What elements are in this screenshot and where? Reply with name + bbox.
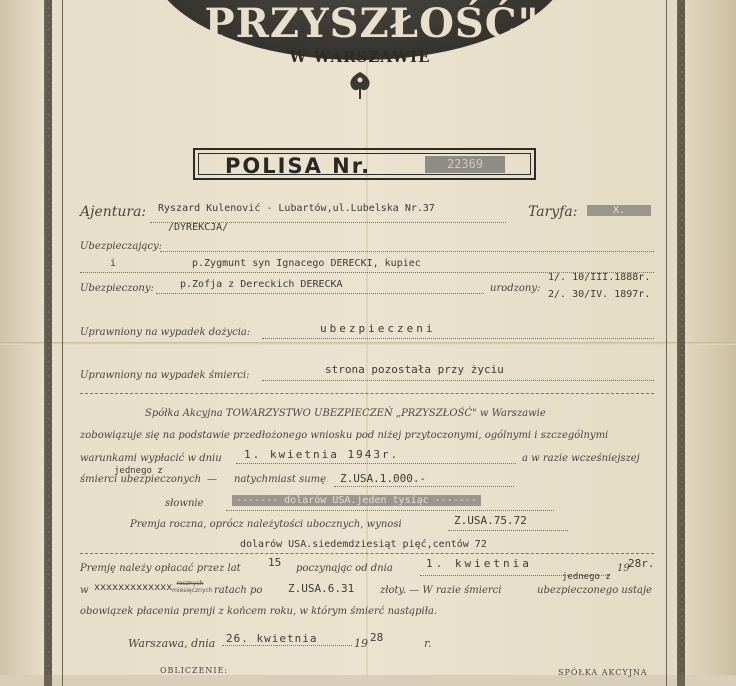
closing-text: obowiązek płacenia premji z końcem roku, w którym śmierć nastąpiła. xyxy=(80,606,438,617)
place-label: Warszawa, dnia xyxy=(128,637,216,650)
policy-number: 22369 xyxy=(425,156,505,173)
payout-date: 1. kwietnia 1943r. xyxy=(244,448,400,461)
company-signature-label: SPÓŁKA AKCYJNA xyxy=(558,668,648,677)
policy-title-box xyxy=(193,148,536,180)
overtype-1: jednego z xyxy=(114,466,163,476)
inst-label-a: w xyxy=(80,585,89,596)
overtype-2: jednego z xyxy=(562,572,611,582)
body-line-1: Spółka Akcyjna TOWARZYSTWO UBEZPIECZEŃ „PRZYSZŁOŚĆ" w Warszawie xyxy=(145,408,546,419)
pay-years: 15 xyxy=(268,556,282,569)
pay-year: 28r. xyxy=(628,557,655,570)
border-pattern-left xyxy=(46,0,52,675)
tariff-label: Taryfa: xyxy=(528,204,578,220)
born-value-2: 2/. 30/IV. 1897r. xyxy=(548,289,651,300)
premium-words: dolarów USA.siedemdziesiąt pięć,centów 72 xyxy=(240,539,487,550)
company-name: „PRZYSZŁOŚĆ" xyxy=(180,0,540,47)
pay-date: 1. kwietnia xyxy=(426,557,532,570)
agency-value: Ryszard Kulenović - Lubartów,ul.Lubelska Nr.37 xyxy=(158,203,435,214)
agency-label: Ajentura: xyxy=(80,204,147,220)
sum-value: Z.USA.1.000.- xyxy=(340,472,427,485)
company-emblem xyxy=(130,0,590,110)
survival-value: ubezpieczeni xyxy=(320,322,436,335)
body-line-3b: a w razie wcześniejszej xyxy=(522,453,640,464)
body-line-4b: natychmiast sumę xyxy=(234,474,327,485)
tariff-value: X. xyxy=(587,205,651,216)
body-line-3a: warunkami wypłacić w dniu xyxy=(80,453,222,464)
calculation-label: OBLICZENIE: xyxy=(160,666,229,675)
insured-value: p.Zofja z Dereckich DERECKA xyxy=(180,279,343,290)
survival-label: Uprawniony na wypadek dożycia: xyxy=(80,327,251,338)
policy-title: POLISA Nr. xyxy=(225,154,372,178)
words-label: słownie xyxy=(165,498,204,509)
dash-separator: — xyxy=(207,474,217,485)
inst-options xyxy=(172,580,213,594)
company-city: W WARSZAWIE xyxy=(289,48,431,66)
ornament-icon xyxy=(342,70,378,100)
inst-crossed: xxxxxxxxxxxxx xyxy=(94,582,173,593)
agency-value-2: /DYREKCJA/ xyxy=(168,222,229,233)
pay-label-a: Premję należy opłacać przez lat xyxy=(80,563,241,574)
inst-value: Z.USA.6.31 xyxy=(288,582,355,595)
pay-label-b: poczynając od dnia xyxy=(296,563,393,574)
premium-value: Z.USA.75.72 xyxy=(454,514,527,527)
issue-date: 26. kwietnia xyxy=(226,632,318,645)
insurer-label: Ubezpieczający: xyxy=(80,241,163,252)
words-value: ------- dolarów USA.jeden tysiąc ------- xyxy=(232,495,481,506)
inst-label-b: ratach po xyxy=(214,585,263,596)
body-line-4a: śmierci ubezpieczonych xyxy=(80,474,202,485)
issue-year: 28 xyxy=(370,631,384,644)
pay-year-prefix: 19 xyxy=(617,563,630,574)
premium-label: Premja roczna, oprócz należytości ubocznych, wynosi xyxy=(130,519,402,530)
inst-option-monthly: miesięcznych xyxy=(172,587,213,594)
inst-label-d: ubezpieczonego ustaje xyxy=(537,585,652,596)
issue-year-prefix: 19 xyxy=(354,637,368,650)
death-label: Uprawniony na wypadek śmierci: xyxy=(80,370,250,381)
born-value-1: 1/. 10/III.1888r. xyxy=(548,272,651,283)
inst-option-yearly: rocznych xyxy=(176,580,204,587)
insured-label: Ubezpieczony: xyxy=(80,283,154,294)
issue-year-suffix: r. xyxy=(424,637,432,650)
insurer-value: p.Zygmunt syn Ignacego DERECKI, kupiec xyxy=(192,258,421,269)
insurer-prefix: i xyxy=(110,258,117,269)
border-pattern-right xyxy=(679,0,685,675)
inst-label-c: złoty. — W razie śmierci xyxy=(380,585,502,596)
body-line-2: zobowiązuje się na podstawie przedłożonego wniosku pod niżej przytoczonymi, ogólnymi i szczególnymi xyxy=(80,430,609,441)
death-value: strona pozostała przy życiu xyxy=(325,363,504,376)
born-label: urodzony: xyxy=(490,283,541,294)
